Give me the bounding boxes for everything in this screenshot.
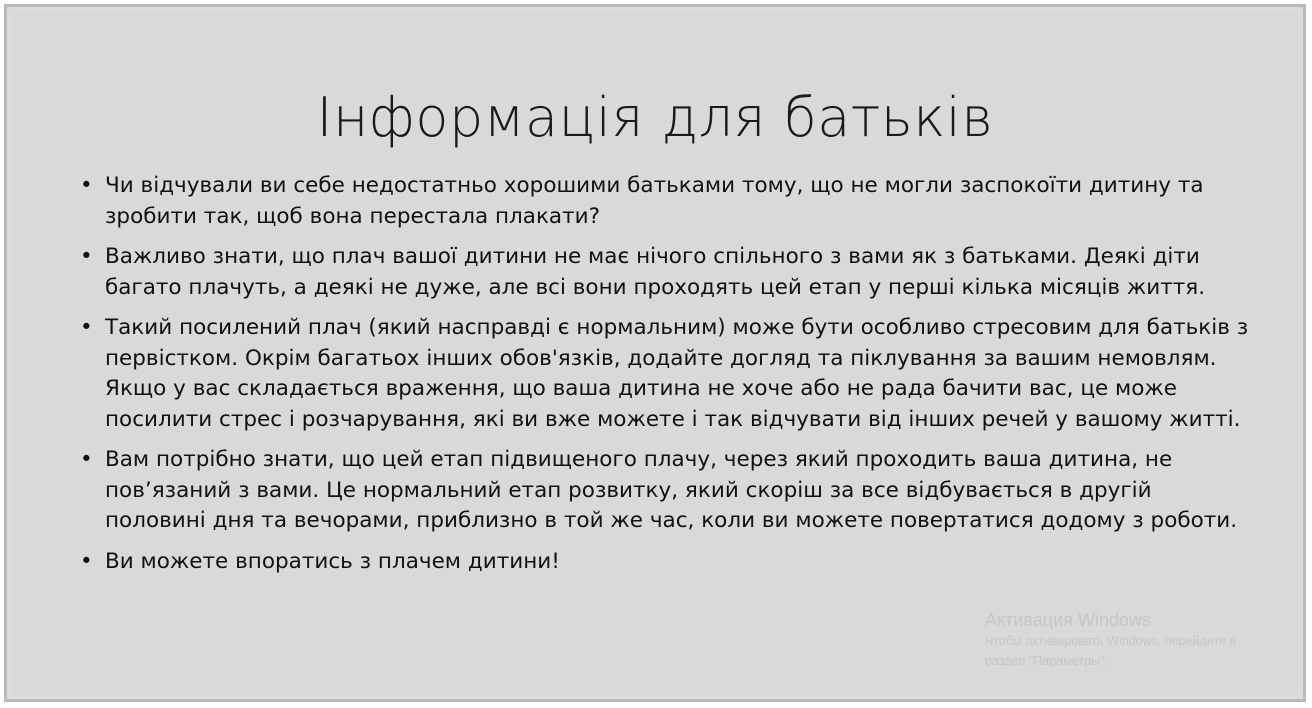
bullet-item [75,547,1255,578]
bullet-list [75,171,1255,587]
bullet-dot-icon: • [80,315,93,340]
bullet-text: Вам потрібно знати, що цей етап підвищеного плачу, через який проходить ваша дитина, не пов’язаний з вами. Це нормальний етап розвитку, який скоріш за все відбувається в другій половині дня та вечорами, приблизно в той же час, коли ви можете повертатися додому з роботи. [105,447,1238,533]
bullet-dot-icon: • [80,447,93,472]
bullet-item [75,445,1255,537]
bullet-item [75,313,1255,435]
bullet-text: Важливо знати, що плач вашої дитини не має нічого спільного з вами як з батьками. Деякі діти багато плачуть, а деякі не дуже, але всі вони проходять цей етап у перші кілька місяців життя. [105,244,1206,300]
bullet-text: Ви можете впоратись з плачем дитини! [105,548,560,574]
bullet-text: Такий посилений плач (який насправді є нормальним) може бути особливо стресовим для батьків з первістком. Окрім багатьох інших обов'язків, додайте догляд та піклування за вашим немовлям. Якщо у вас складається враження, що ваша дитина не хоче або не рада бачити вас, це може посилити стрес і розчарування, які ви вже можете і так відчувати від інших речей у вашому житті. [105,315,1249,432]
bullet-dot-icon: • [80,173,93,198]
slide [4,4,1306,702]
slide-title: Інформація для батьків [316,86,994,149]
windows-activation-watermark [985,609,1236,671]
slide-content-area [11,11,1299,695]
watermark-line-1: Чтобы активировать Windows, перейдите в [985,634,1237,648]
bullet-text: Чи відчували ви себе недостатньо хорошими батьками тому, що не могли заспокоїти дитину та зробити так, щоб вона перестала плакати? [105,173,1204,229]
watermark-line-2: раздел "Параметры". [985,654,1108,668]
bullet-dot-icon: • [80,244,93,269]
watermark-title: Активация Windows [985,610,1151,630]
bullet-item [75,171,1255,232]
bullet-dot-icon: • [80,548,93,574]
bullet-item [75,242,1255,303]
